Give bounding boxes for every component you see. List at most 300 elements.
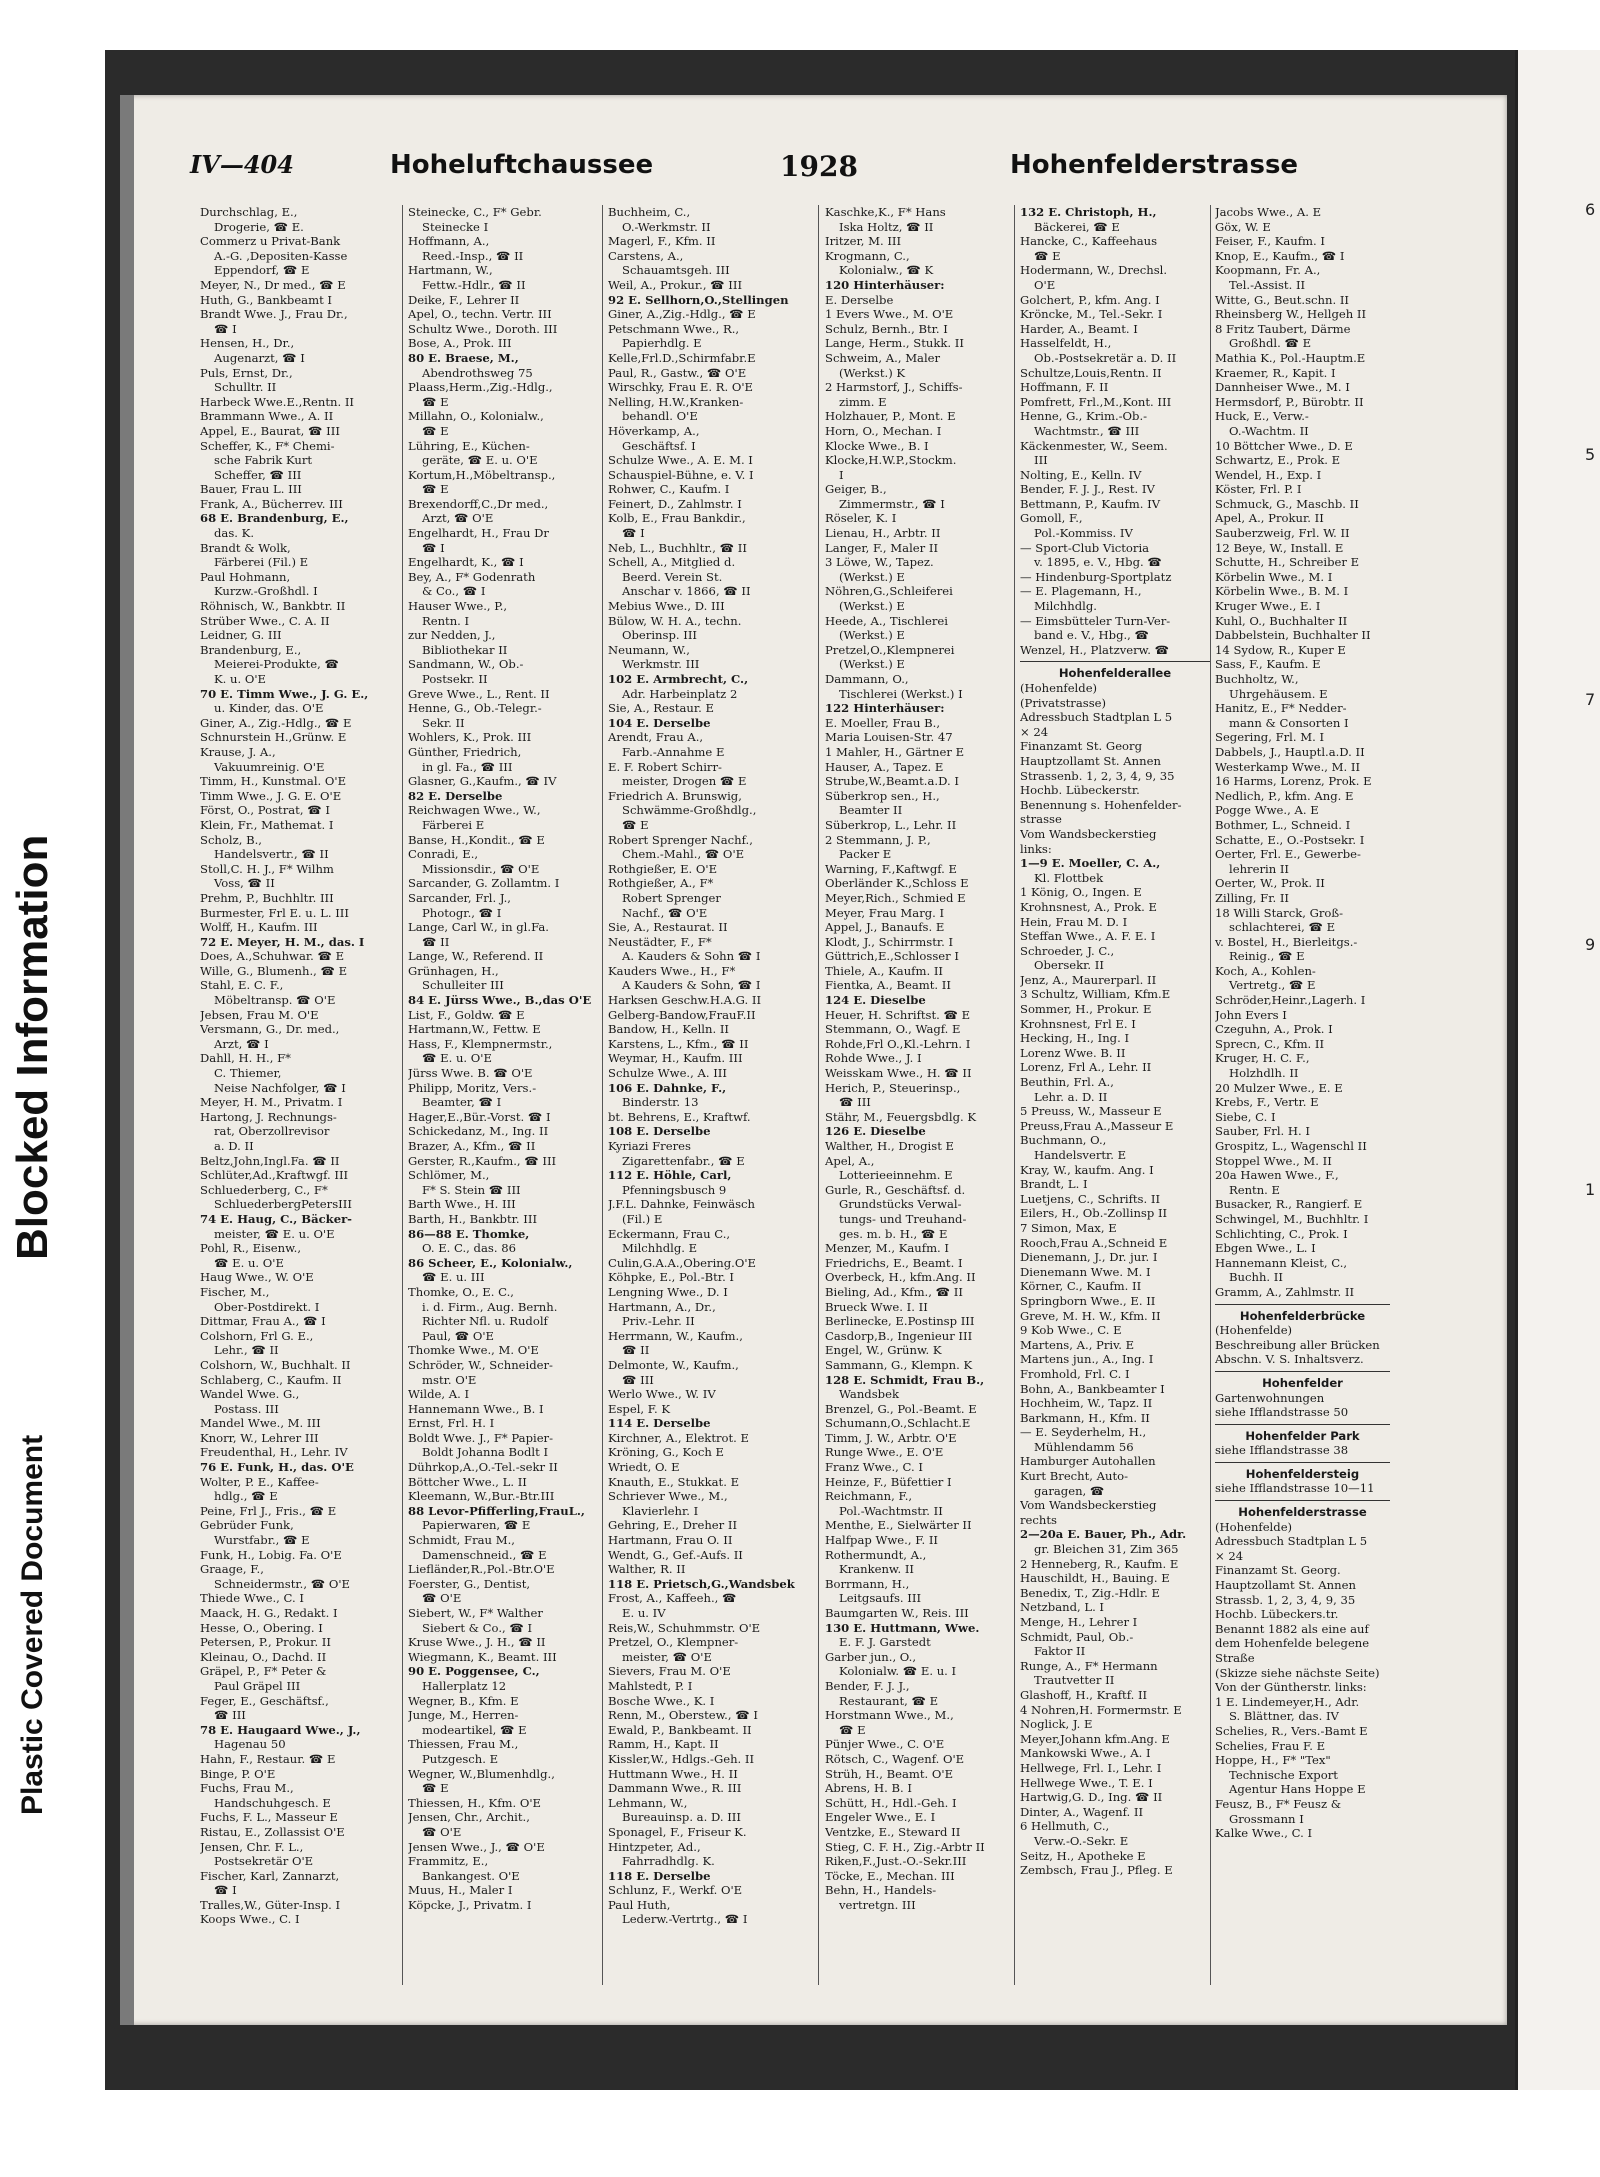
directory-entry: (Werkst.) E (839, 657, 905, 672)
directory-entry: Richter Nfl. u. Rudolf (422, 1314, 548, 1329)
directory-entry: Kray, W., kaufm. Ang. I (1020, 1162, 1154, 1177)
directory-entry: Kolonialw., ☎ K (839, 263, 934, 278)
directory-entry: E. Derselbe (825, 292, 894, 307)
directory-entry: Hauptzollamt St. Annen (1215, 1578, 1356, 1593)
directory-entry: 1 Mahler, H., Gärtner E (825, 744, 965, 759)
directory-entry: Gräpel, P., F* Peter & (200, 1664, 327, 1679)
directory-entry: Klodt, J., Schirrmstr. I (825, 934, 954, 949)
directory-entry: Sievers, Frau M. O'E (608, 1664, 731, 1679)
directory-entry: Kraemer, R., Kapit. I (1215, 365, 1336, 380)
directory-entry: A. Kauders & Sohn ☎ I (622, 949, 761, 964)
directory-entry: Klocke,H.W.P.,Stockm. (825, 453, 957, 468)
house-number-entry: 84 E. Jürss Wwe., B.,das O'E (408, 993, 592, 1008)
directory-entry: C. Thiemer, (214, 1066, 282, 1081)
directory-entry: Beltz,John,Ingl.Fa. ☎ II (200, 1153, 340, 1168)
directory-entry: ☎ III (214, 1708, 246, 1723)
directory-entry: Finanzamt St. Georg (1020, 739, 1142, 754)
directory-entry: Menzer, M., Kaufm. I (825, 1241, 950, 1256)
directory-entry: Franz Wwe., C. I (825, 1460, 923, 1475)
directory-entry: Berlinecke, E.Postinsp III (825, 1314, 975, 1329)
directory-entry: Wohlers, K., Prok. III (408, 730, 532, 745)
directory-entry: List, F., Goldw. ☎ E (408, 1007, 525, 1022)
directory-entry: v. 1895, e. V., Hbg. ☎ (1034, 555, 1162, 570)
directory-entry: Prehm, P., Buchhltr. III (200, 890, 334, 905)
directory-entry: ☎ I (622, 526, 645, 541)
directory-entry: Lehr. a. D. II (1034, 1089, 1108, 1104)
directory-entry: Milchhdlg. (1034, 599, 1097, 614)
directory-entry: Handelsvertr., ☎ II (214, 847, 329, 862)
directory-entry: Dammann, O., (825, 672, 909, 686)
directory-entry: SchluederbergPetersIII (214, 1197, 352, 1212)
directory-entry: Koch, A., Kohlen- (1215, 963, 1316, 978)
directory-entry: Thomke, O., E. C., (408, 1284, 514, 1299)
directory-entry: Hager,E.,Bür.-Vorst. ☎ I (408, 1109, 551, 1124)
directory-entry: ☎ O'E (422, 1591, 462, 1606)
directory-entry: I (839, 467, 844, 482)
directory-entry: Schmuck, G., Maschb. II (1215, 496, 1359, 511)
directory-entry: siehe Ifflandstrasse 50 (1215, 1405, 1349, 1420)
house-number-entry: 106 E. Dahnke, F., (608, 1080, 727, 1095)
directory-entry: Grünhagen, H., (408, 963, 499, 978)
directory-entry: Abschn. V. S. Inhaltsverz. (1215, 1352, 1364, 1367)
house-number-entry: 74 E. Haug, C., Bäcker- (200, 1211, 352, 1226)
directory-entry: Hellwege, Frl. I., Lehr. I (1020, 1760, 1162, 1775)
directory-entry: zur Nedden, J., (408, 628, 496, 643)
directory-entry: Ober-Postdirekt. I (214, 1299, 320, 1314)
directory-entry: 3 Löwe, W., Tapez. (825, 555, 934, 570)
directory-entry: Boldt Johanna Bodlt I (422, 1445, 549, 1460)
directory-entry: Conradi, E., (408, 847, 479, 862)
directory-entry: Bettmann, P., Kaufm. IV (1020, 496, 1161, 511)
directory-entry: mann & Consorten I (1229, 715, 1349, 730)
directory-entry: Chem.-Mahl., ☎ O'E (622, 847, 745, 862)
directory-entry: (Skizze siehe nächste Seite) (1215, 1665, 1380, 1680)
directory-entry: Huck, E., Verw.- (1215, 409, 1309, 424)
directory-entry: Casdorp,B., Ingenieur III (825, 1328, 973, 1343)
directory-entry: Netzband, L. I (1020, 1600, 1105, 1615)
directory-entry: Engeler Wwe., E. I (825, 1810, 936, 1825)
directory-entry: ges. m. b. H., ☎ E (839, 1226, 948, 1241)
directory-entry: Schulze Wwe., A. E. M. I (608, 453, 753, 468)
directory-entry: Beamter, ☎ I (422, 1095, 502, 1110)
directory-entry: Lühring, E., Küchen- (408, 438, 530, 453)
directory-entry: Scheffer, K., F* Chemi- (200, 438, 335, 453)
directory-entry: dem Hohenfelde belegene (1215, 1636, 1370, 1651)
directory-year: 1928 (780, 150, 858, 183)
directory-entry: Preuss,Frau A.,Masseur E (1020, 1118, 1174, 1133)
directory-entry: Timm Wwe., J. G. E. O'E (200, 788, 342, 803)
house-number-entry: 92 E. Sellhorn,O.,Stellingen (608, 292, 789, 307)
directory-entry: meister, ☎ O'E (622, 1649, 712, 1664)
directory-entry: Rothermundt, A., (825, 1547, 927, 1562)
directory-entry: Abrens, H. B. I (825, 1781, 912, 1796)
directory-entry: Fromhold, Frl. C. I (1020, 1366, 1130, 1381)
directory-entry: Walther, R. II (608, 1562, 686, 1577)
directory-entry: meister, Drogen ☎ E (622, 774, 747, 789)
directory-column-5 (1020, 205, 1210, 2005)
directory-entry: Brammann Wwe., A. II (200, 409, 334, 424)
house-number-entry: 102 E. Armbrecht, C., (608, 672, 749, 686)
directory-entry: Hahn, F., Restaur. ☎ E (200, 1751, 336, 1766)
directory-entry: Finanzamt St. Georg. (1215, 1563, 1341, 1578)
directory-entry: O.-Wachtm. II (1229, 423, 1309, 438)
directory-entry: Abendrothsweg 75 (422, 365, 533, 380)
directory-entry: Gerster, R.,Kaufm., ☎ III (408, 1153, 557, 1168)
directory-entry: Harder, A., Beamt. I (1020, 321, 1138, 336)
microfilm-margin (0, 0, 90, 2177)
directory-entry: Bosche Wwe., K. I (608, 1693, 715, 1708)
directory-entry: Wiegmann, K., Beamt. III (408, 1649, 557, 1664)
directory-entry: Colshorn, W., Buchhalt. II (200, 1357, 351, 1372)
directory-entry: Engel, W., Grünw. K (825, 1343, 942, 1358)
directory-entry: Brandt Wwe. J., Frau Dr., (200, 307, 348, 322)
directory-entry: Neustädter, F., F* (608, 934, 712, 949)
directory-entry: Brexendorff,C.,Dr med., (408, 496, 549, 511)
directory-entry: Geiger, B., (825, 482, 887, 497)
directory-entry: Greve, M. H. W., Kfm. II (1020, 1308, 1161, 1323)
directory-entry: gr. Bleichen 31, Zim 365 (1034, 1542, 1179, 1557)
directory-entry: Stemmann, O., Wagf. E (825, 1022, 961, 1037)
directory-entry: Benannt 1882 als eine auf (1215, 1621, 1369, 1636)
directory-entry: Lange, Carl W., in gl.Fa. (408, 920, 549, 935)
directory-entry: Hauschildt, H., Bauing. E (1020, 1571, 1170, 1586)
house-number-entry: 132 E. Christoph, H., (1020, 205, 1157, 219)
directory-entry: Kissler,W., Hdlgs.-Geh. II (608, 1751, 755, 1766)
directory-entry: 2 Harmstorf, J., Schiffs- (825, 380, 963, 395)
directory-entry: ☎ E (1034, 248, 1061, 263)
directory-entry: Kalke Wwe., C. I (1215, 1826, 1313, 1841)
directory-entry: Rentn. I (422, 613, 470, 628)
directory-column-4 (825, 205, 1015, 2005)
directory-entry: Schatte, E., O.-Postsekr. I (1215, 832, 1365, 847)
directory-entry: 14 Sydow, R., Kuper E (1215, 642, 1346, 657)
directory-entry: Apel, O., techn. Vertr. III (408, 307, 552, 322)
directory-entry: bt. Behrens, E., Kraftwf. (608, 1109, 751, 1124)
directory-entry: Dührkop,A.,O.-Tel.-sekr II (408, 1460, 558, 1475)
directory-entry: Buchmann, O., (1020, 1133, 1107, 1148)
directory-entry: Schmidt, Frau M., (408, 1533, 515, 1548)
directory-entry: Plaass,Herm.,Zig.-Hdlg., (408, 380, 553, 395)
directory-entry: Köpcke, J., Privatm. I (408, 1897, 532, 1912)
directory-entry: Paul Hohmann, (200, 569, 291, 584)
directory-entry: Schwartz, E., Prok. E (1215, 453, 1341, 468)
directory-entry: Dabbelstein, Buchhalter II (1215, 628, 1371, 643)
directory-entry: (Werkst.) E (839, 569, 905, 584)
directory-entry: — Eimsbütteler Turn-Ver- (1020, 613, 1171, 628)
directory-entry: Stähr, M., Feuergsbdlg. K (825, 1109, 977, 1124)
directory-entry: Kelle,Frl.D.,Schirmfabr.E (608, 350, 756, 365)
directory-entry: 1 E. Lindemeyer,H., Adr. (1215, 1694, 1360, 1709)
directory-entry: Behn, H., Handels- (825, 1883, 937, 1898)
directory-entry: Bieling, Ad., Kfm., ☎ II (825, 1284, 963, 1299)
directory-entry: Wriedt, O. E (608, 1460, 680, 1475)
directory-entry: E. F. Robert Schirr- (608, 759, 722, 774)
directory-entry: Ob.-Postsekretär a. D. II (1034, 350, 1177, 365)
page-number: IV—404 (190, 150, 294, 179)
directory-entry: Lange, Herm., Stukk. II (825, 336, 964, 351)
directory-entry: Brandenburg, E., (200, 642, 302, 657)
directory-entry: Bauer, Frau L. III (200, 482, 302, 497)
directory-entry: Handschuhgesch. E (214, 1795, 331, 1810)
directory-entry: Pretzel, O., Klempner- (608, 1635, 739, 1650)
directory-entry: 1 Evers Wwe., M. O'E (825, 307, 954, 322)
directory-entry: Mathia K., Pol.-Hauptm.E (1215, 350, 1366, 365)
directory-entry: Warning, F.,Kaftwgf. E (825, 861, 957, 876)
directory-entry: Fahrradhdlg. K. (622, 1854, 715, 1869)
directory-entry: Robert Sprenger (622, 890, 721, 905)
directory-entry: Jenz, A., Maurerparl. II (1020, 972, 1157, 987)
directory-entry: Schnurstein H.,Grünw. E (200, 730, 347, 745)
directory-entry: Göx, W. E (1215, 219, 1271, 234)
directory-entry: (Fil.) E (622, 1211, 663, 1226)
directory-entry: Meyer,Rich., Schmied E (825, 890, 966, 905)
directory-entry: Wurstfabr., ☎ E (214, 1533, 310, 1548)
directory-entry: ☎ O'E (422, 1824, 462, 1839)
directory-entry: 7 Simon, Max, E (1020, 1220, 1117, 1235)
directory-entry: Giner, A.,Zig.-Hdlg., ☎ E (608, 307, 756, 322)
house-number-entry: 2—20a E. Bauer, Ph., Adr. (1020, 1527, 1187, 1542)
directory-entry: Oberinsp. III (622, 628, 697, 643)
house-number-entry: 82 E. Derselbe (408, 788, 503, 803)
directory-entry: Ramm, H., Kapt. II (608, 1737, 719, 1752)
directory-entry: Kyriazi Freres (608, 1139, 691, 1153)
directory-entry: 1 König, O., Ingen. E (1020, 885, 1142, 900)
directory-entry: Postsekretär O'E (214, 1854, 314, 1869)
directory-entry: Handelsvertr. E (1034, 1148, 1127, 1162)
directory-entry: Hochb. Lübeckerstr. (1020, 783, 1140, 798)
directory-entry: Segering, Frl. M. I (1215, 730, 1325, 745)
directory-entry: Papierwaren, ☎ E (422, 1518, 531, 1533)
directory-entry: Paul, ☎ O'E (422, 1328, 495, 1343)
directory-entry: Brandt & Wolk, (200, 540, 291, 555)
directory-entry: Grundstücks Verwal- (839, 1197, 962, 1212)
directory-entry: Schlüter,Ad.,Kraftwgf. III (200, 1168, 349, 1183)
directory-entry: Schauamtsgeh. III (622, 263, 730, 278)
directory-entry: Schmidt, Paul, Ob.- (1020, 1629, 1134, 1644)
directory-entry: Hasselfeldt, H., (1020, 336, 1112, 351)
directory-entry: Hochheim, W., Tapz. II (1020, 1396, 1153, 1411)
directory-entry: Renn, M., Oberstew., ☎ I (608, 1708, 758, 1723)
directory-entry: Culin,G.A.A.,Obering.O'E (608, 1255, 757, 1270)
directory-entry: 9 Kob Wwe., C. E (1020, 1323, 1122, 1338)
directory-entry: Does, A.,Schuhwar. ☎ E (200, 949, 345, 964)
directory-entry: Oerter, Frl. E., Gewerbe- (1215, 847, 1361, 862)
directory-entry: Arzt, ☎ I (214, 1036, 269, 1051)
directory-entry: Reichwagen Wwe., W., (408, 803, 541, 818)
directory-entry: (Privatstrasse) (1020, 695, 1107, 710)
directory-entry: Wandsbek (839, 1387, 899, 1402)
directory-entry: Millahn, O., Kolonialw., (408, 409, 544, 424)
directory-entry: Schelies, Frau F. E (1215, 1738, 1326, 1753)
directory-entry: Kolonialw. ☎ E. u. I (839, 1664, 957, 1679)
directory-entry: — E. Plagemann, H., (1020, 584, 1142, 599)
directory-entry: Schumann,O.,Schlacht.E (825, 1416, 971, 1431)
directory-entry: Sommer, H., Prokur. E (1020, 1002, 1152, 1017)
column-rule (402, 205, 403, 1985)
directory-entry: Bohn, A., Bankbeamter I (1020, 1381, 1165, 1396)
directory-entry: Vom Wandsbeckerstieg (1020, 1498, 1157, 1513)
directory-entry: Schwingel, M., Buchhltr. I (1215, 1211, 1369, 1226)
directory-entry: Tischlerei (Werkst.) I (839, 686, 963, 701)
directory-entry: Hancke, C., Kaffeehaus (1020, 234, 1158, 249)
directory-entry: Buchheim, C., (608, 205, 691, 219)
directory-entry: Först, O., Postrat, ☎ I (200, 803, 330, 818)
directory-entry: Rohwer, C., Kaufm. I (608, 482, 730, 497)
directory-entry: Bülow, W. H. A., techn. (608, 613, 742, 628)
directory-entry: 20 Mulzer Wwe., E. E (1215, 1080, 1343, 1095)
directory-entry: Heinze, F., Büfettier I (825, 1474, 952, 1489)
directory-entry: Riken,F.,Just.-O.-Sekr.III (825, 1854, 967, 1869)
directory-entry: — E. Seyderhelm, H., (1020, 1425, 1147, 1440)
directory-entry: Brueck Wwe. I. II (825, 1299, 928, 1314)
directory-entry: Kaschke,K., F* Hans (825, 205, 946, 219)
house-number-entry: 114 E. Derselbe (608, 1416, 711, 1431)
directory-entry: Feusz, B., F* Feusz & (1215, 1796, 1342, 1811)
directory-entry: Hanitz, E., F* Nedder- (1215, 701, 1347, 716)
directory-entry: — Hindenburg-Sportplatz (1020, 569, 1172, 584)
directory-entry: Wilde, A. I (408, 1387, 470, 1402)
directory-entry: Gomoll, F., (1020, 511, 1083, 526)
directory-entry: Drogerie, ☎ E. (214, 219, 304, 234)
directory-entry: Schlaberg, C., Kaufm. II (200, 1372, 342, 1387)
directory-entry: Springborn Wwe., E. II (1020, 1293, 1156, 1308)
directory-entry: Frank, A., Bücherrev. III (200, 496, 343, 511)
directory-entry: Hensen, H., Dr., (200, 336, 295, 351)
directory-entry: Rötsch, C., Wagenf. O'E (825, 1751, 965, 1766)
directory-entry: (Werkst.) E (839, 599, 905, 614)
directory-entry: Pomfrett, Frl.,M.,Kont. III (1020, 394, 1172, 409)
edge-number: 1 (1585, 1180, 1596, 1199)
directory-entry: Eilers, H., Ob.-Zollinsp II (1020, 1206, 1168, 1221)
directory-entry: ☎ III (622, 1372, 654, 1387)
directory-entry: Verw.-O.-Sekr. E (1034, 1833, 1129, 1848)
directory-entry: Halfpap Wwe., F. II (825, 1533, 938, 1548)
directory-entry: Paul Huth, (608, 1897, 671, 1912)
directory-entry: Friedrichs, E., Beamt. I (825, 1255, 963, 1270)
directory-entry: Thiede Wwe., C. I (200, 1591, 304, 1606)
directory-entry: Grossmann I (1229, 1811, 1304, 1826)
directory-entry: Dinter, A., Wagenf. II (1020, 1804, 1144, 1819)
directory-entry: Köster, Frl. P. I (1215, 482, 1302, 497)
directory-entry: Kurzw.-Großhdl. I (214, 584, 318, 599)
edge-number: 5 (1585, 445, 1596, 464)
directory-column-2 (408, 205, 598, 2005)
directory-entry: Weil, A., Prokur., ☎ III (608, 277, 743, 292)
directory-column-1 (200, 205, 390, 2005)
directory-entry: Espel, F. K (608, 1401, 671, 1416)
directory-entry: Hoppe, H., F* "Tex" (1215, 1753, 1331, 1768)
directory-entry: Pohl, R., Eisenw., (200, 1241, 302, 1256)
directory-entry: Sarcander, Frl. J., (408, 890, 511, 905)
directory-entry: ☎ III (839, 1095, 871, 1110)
directory-entry: Thomke Wwe., M. O'E (408, 1343, 539, 1358)
directory-entry: Maack, H. G., Redakt. I (200, 1606, 338, 1620)
directory-entry: Gramm, A., Zahlmstr. II (1215, 1284, 1355, 1299)
directory-entry: Ristau, E., Zollassist O'E (200, 1824, 345, 1839)
directory-entry: Werlo Wwe., W. IV (608, 1387, 716, 1402)
directory-entry: ☎ II (422, 934, 450, 949)
blocked-information-label: Blocked Information (8, 834, 57, 1260)
directory-entry: Papierhdlg. E (622, 336, 702, 351)
directory-entry: Bender, F. J. J., Rest. IV (1020, 482, 1155, 497)
directory-entry: Petschmann Wwe., R., (608, 321, 740, 336)
directory-entry: rechts (1020, 1512, 1057, 1527)
directory-entry: Fettw.-Hdlr., ☎ II (422, 277, 526, 292)
directory-entry: Menge, H., Lehrer I (1020, 1615, 1138, 1629)
directory-entry: Scholz, B., (200, 832, 262, 847)
directory-entry: Banse, H.,Kondit., ☎ E (408, 832, 545, 847)
house-number-entry: 90 E. Poggensee, C., (408, 1664, 540, 1679)
directory-entry: ☎ E (422, 423, 449, 438)
directory-entry: Ventzke, E., Steward II (825, 1824, 961, 1839)
directory-entry: Zigarettenfabr., ☎ E (622, 1153, 745, 1168)
directory-entry: Wirschky, Frau E. R. O'E (608, 380, 754, 395)
directory-entry: geräte, ☎ E. u. O'E (422, 453, 538, 468)
directory-entry: J.F.L. Dahnke, Feinwäsch (608, 1197, 756, 1212)
house-number-entry: 70 E. Timm Wwe., J. G. E., (200, 686, 369, 701)
directory-entry: Stahl, E. C. F., (200, 978, 284, 993)
directory-entry: Durchschlag, E., (200, 205, 298, 219)
directory-entry: Adr. Harbeinplatz 2 (622, 686, 738, 701)
directory-entry: Hartmann, Frau O. II (608, 1533, 733, 1548)
directory-entry: Lange, W., Referend. II (408, 949, 544, 964)
directory-entry: Jacobs Wwe., A. E (1215, 205, 1322, 219)
directory-entry: Jürss Wwe. B. ☎ O'E (408, 1066, 533, 1081)
directory-entry: Postsekr. II (422, 672, 488, 686)
house-number-entry: 108 E. Derselbe (608, 1124, 711, 1139)
directory-entry: Jensen, Chr. F. L., (200, 1839, 304, 1854)
directory-entry: Hannemann Wwe., B. I (408, 1401, 544, 1416)
directory-entry: ☎ E. u. III (422, 1270, 485, 1285)
directory-entry: Wegner, W.,Blumenhdlg., (408, 1766, 555, 1781)
directory-entry: Greve Wwe., L., Rent. II (408, 686, 550, 701)
directory-entry: A.-G. ,Depositen-Kasse (214, 248, 348, 263)
directory-entry: S. Blättner, das. IV (1229, 1709, 1339, 1724)
directory-entry: ☎ II (622, 1343, 650, 1358)
directory-entry: Meyer,Johann kfm.Ang. E (1020, 1731, 1170, 1746)
directory-entry: Liefländer,R.,Pol.-Btr.O'E (408, 1562, 555, 1577)
directory-entry: Knop, E., Kaufm., ☎ I (1215, 248, 1345, 263)
directory-entry: Missionsdir., ☎ O'E (422, 861, 540, 876)
directory-entry: Martens jun., A., Ing. I (1020, 1352, 1154, 1367)
directory-entry: Sie, A., Restaur. E (608, 701, 714, 716)
directory-entry: u. Kinder, das. O'E (214, 701, 324, 716)
directory-entry: Funk, H., Lobig. Fa. O'E (200, 1547, 342, 1562)
page-header (190, 150, 1310, 190)
directory-entry: 20a Hawen Wwe., F., (1215, 1168, 1339, 1183)
directory-entry: Kruger Wwe., E. I (1215, 599, 1321, 614)
directory-entry: Puls, Ernst, Dr., (200, 365, 293, 380)
directory-entry: Schlunz, F., Werkf. O'E (608, 1883, 743, 1898)
directory-entry: F* S. Stein ☎ III (422, 1182, 521, 1197)
directory-entry: Wendel, H., Exp. I (1215, 467, 1322, 482)
directory-entry: Hauptzollamt St. Annen (1020, 753, 1161, 768)
directory-entry: Kruger, H. C. F., (1215, 1051, 1310, 1066)
directory-entry: Thiessen, Frau M., (408, 1737, 519, 1752)
directory-entry: Hartmann,W., Fettw. E (408, 1022, 541, 1037)
directory-entry: Gelberg-Bandow,FrauF.II (608, 1007, 756, 1022)
edge-number: 9 (1585, 935, 1596, 954)
directory-entry: Witte, G., Beut.schn. II (1215, 292, 1349, 307)
directory-entry: Overbeck, H., kfm.Ang. II (825, 1270, 976, 1285)
directory-entry: Garber jun., O., (825, 1649, 917, 1664)
directory-column-6 (1215, 205, 1390, 2005)
directory-entry: Schulz, Bernh., Btr. I (825, 321, 948, 336)
house-number-entry: 68 E. Brandenburg, E., (200, 511, 349, 526)
directory-entry: Hartmann, W., (408, 263, 493, 278)
directory-entry: Röseler, K. I (825, 511, 897, 526)
directory-entry: Neise Nachfolger, ☎ I (214, 1080, 346, 1095)
